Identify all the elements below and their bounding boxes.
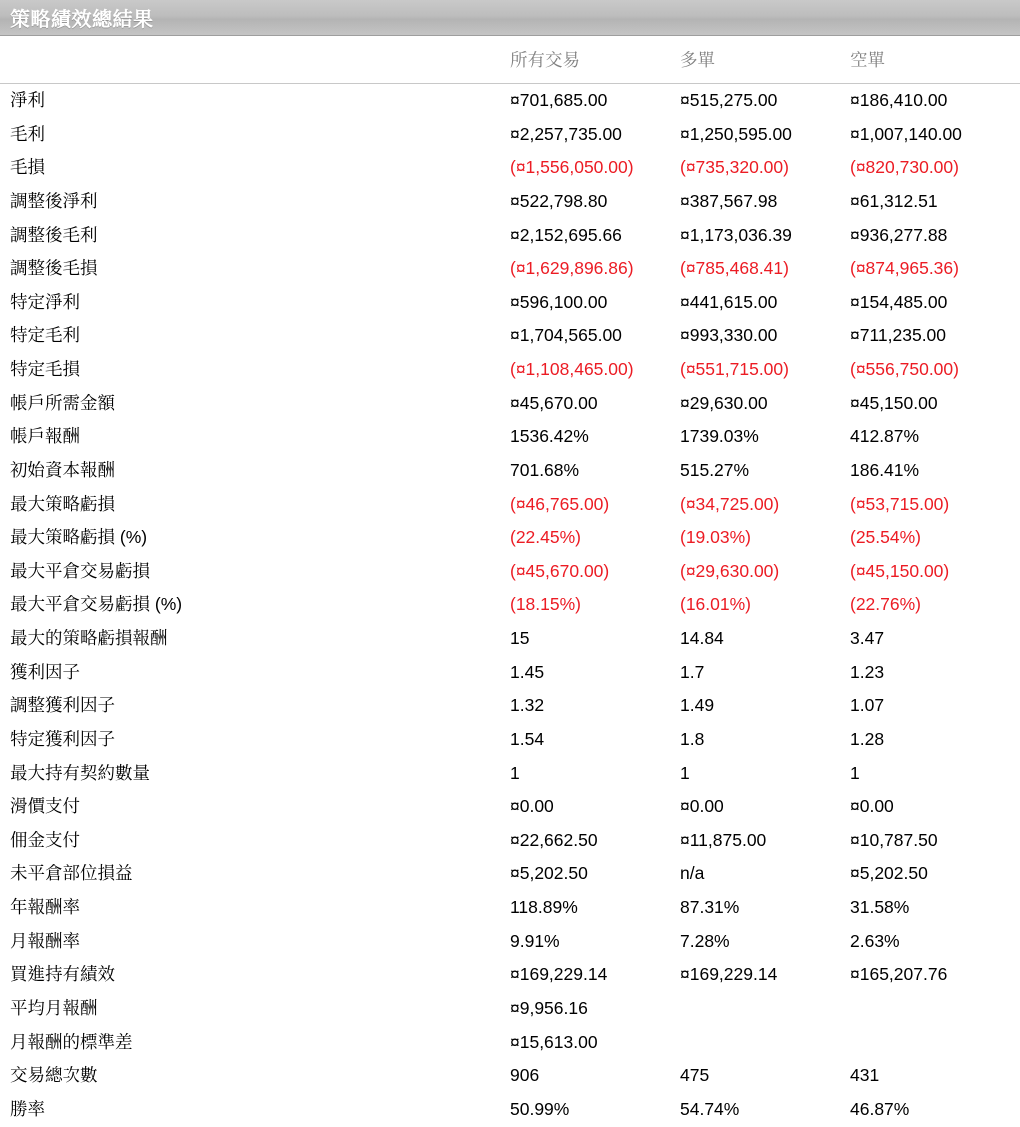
row-label: 調整後淨利 bbox=[0, 185, 510, 219]
row-label: 滑價支付 bbox=[0, 790, 510, 824]
row-label: 初始資本報酬 bbox=[0, 454, 510, 488]
row-label: 勝率 bbox=[0, 1093, 510, 1127]
page-title: 策略績效總結果 bbox=[10, 3, 154, 32]
row-value: ¤936,277.88 bbox=[850, 219, 1020, 253]
row-value: ¤2,257,735.00 bbox=[510, 118, 680, 152]
table-row bbox=[0, 723, 1020, 757]
row-value: 9.91% bbox=[510, 925, 680, 959]
performance-summary-table bbox=[0, 36, 1020, 1127]
row-value: 515.27% bbox=[680, 454, 850, 488]
table-row bbox=[0, 622, 1020, 656]
row-value: 186.41% bbox=[850, 454, 1020, 488]
row-label: 年報酬率 bbox=[0, 891, 510, 925]
row-value: 431 bbox=[850, 1059, 1020, 1093]
row-label: 平均月報酬 bbox=[0, 992, 510, 1026]
row-value: (22.45%) bbox=[510, 521, 680, 555]
row-value: 1739.03% bbox=[680, 420, 850, 454]
row-value: 87.31% bbox=[680, 891, 850, 925]
row-value bbox=[680, 992, 850, 1026]
row-value: ¤0.00 bbox=[850, 790, 1020, 824]
column-header-short-trades: 空單 bbox=[850, 36, 1020, 84]
row-label: 最大的策略虧損報酬 bbox=[0, 622, 510, 656]
row-label: 特定毛損 bbox=[0, 353, 510, 387]
row-value: ¤2,152,695.66 bbox=[510, 219, 680, 253]
table-row bbox=[0, 857, 1020, 891]
row-value: (16.01%) bbox=[680, 588, 850, 622]
row-value: ¤1,007,140.00 bbox=[850, 118, 1020, 152]
row-label: 特定獲利因子 bbox=[0, 723, 510, 757]
table-row bbox=[0, 319, 1020, 353]
row-value: ¤0.00 bbox=[510, 790, 680, 824]
row-value: (¤551,715.00) bbox=[680, 353, 850, 387]
table-row bbox=[0, 353, 1020, 387]
row-value: ¤9,956.16 bbox=[510, 992, 680, 1026]
row-value: 54.74% bbox=[680, 1093, 850, 1127]
row-value: (¤45,150.00) bbox=[850, 555, 1020, 589]
row-value: 906 bbox=[510, 1059, 680, 1093]
row-value: 3.47 bbox=[850, 622, 1020, 656]
row-label: 買進持有績效 bbox=[0, 958, 510, 992]
row-value: ¤596,100.00 bbox=[510, 286, 680, 320]
row-value: (¤46,765.00) bbox=[510, 488, 680, 522]
row-value: (¤1,629,896.86) bbox=[510, 252, 680, 286]
table-row bbox=[0, 151, 1020, 185]
row-value: ¤387,567.98 bbox=[680, 185, 850, 219]
row-value: 46.87% bbox=[850, 1093, 1020, 1127]
row-value: (¤874,965.36) bbox=[850, 252, 1020, 286]
table-row bbox=[0, 1026, 1020, 1060]
row-label: 毛損 bbox=[0, 151, 510, 185]
row-label: 特定毛利 bbox=[0, 319, 510, 353]
table-row bbox=[0, 588, 1020, 622]
row-value: 14.84 bbox=[680, 622, 850, 656]
row-value: ¤441,615.00 bbox=[680, 286, 850, 320]
row-label: 未平倉部位損益 bbox=[0, 857, 510, 891]
row-value: (¤1,556,050.00) bbox=[510, 151, 680, 185]
row-label: 調整獲利因子 bbox=[0, 689, 510, 723]
row-label: 帳戶所需金額 bbox=[0, 387, 510, 421]
column-header-all-trades: 所有交易 bbox=[510, 36, 680, 84]
row-value: (¤820,730.00) bbox=[850, 151, 1020, 185]
row-value: 1.23 bbox=[850, 656, 1020, 690]
row-value: ¤5,202.50 bbox=[510, 857, 680, 891]
row-label: 月報酬的標準差 bbox=[0, 1026, 510, 1060]
row-label: 最大平倉交易虧損 (%) bbox=[0, 588, 510, 622]
row-value: ¤45,670.00 bbox=[510, 387, 680, 421]
row-value: 1.49 bbox=[680, 689, 850, 723]
row-value: ¤993,330.00 bbox=[680, 319, 850, 353]
row-value: 1 bbox=[850, 757, 1020, 791]
column-header-long-trades: 多單 bbox=[680, 36, 850, 84]
row-value: ¤165,207.76 bbox=[850, 958, 1020, 992]
table-row bbox=[0, 757, 1020, 791]
row-value bbox=[850, 992, 1020, 1026]
row-label: 特定淨利 bbox=[0, 286, 510, 320]
row-label: 最大策略虧損 bbox=[0, 488, 510, 522]
row-value: ¤0.00 bbox=[680, 790, 850, 824]
row-label: 調整後毛利 bbox=[0, 219, 510, 253]
row-label: 佣金支付 bbox=[0, 824, 510, 858]
row-value: 1.7 bbox=[680, 656, 850, 690]
row-value: ¤1,173,036.39 bbox=[680, 219, 850, 253]
row-value: 50.99% bbox=[510, 1093, 680, 1127]
row-value: 412.87% bbox=[850, 420, 1020, 454]
row-value: n/a bbox=[680, 857, 850, 891]
row-value: 1.54 bbox=[510, 723, 680, 757]
row-value: ¤22,662.50 bbox=[510, 824, 680, 858]
table-row bbox=[0, 488, 1020, 522]
row-label: 最大策略虧損 (%) bbox=[0, 521, 510, 555]
report-title-bar bbox=[0, 0, 1020, 36]
row-value: ¤154,485.00 bbox=[850, 286, 1020, 320]
table-row bbox=[0, 958, 1020, 992]
row-value: ¤701,685.00 bbox=[510, 84, 680, 118]
row-value: ¤1,704,565.00 bbox=[510, 319, 680, 353]
table-row bbox=[0, 790, 1020, 824]
row-value: 1.8 bbox=[680, 723, 850, 757]
row-value: ¤711,235.00 bbox=[850, 319, 1020, 353]
row-value: (22.76%) bbox=[850, 588, 1020, 622]
row-value: 1536.42% bbox=[510, 420, 680, 454]
row-value: ¤522,798.80 bbox=[510, 185, 680, 219]
table-header-row bbox=[0, 36, 1020, 84]
row-label: 獲利因子 bbox=[0, 656, 510, 690]
row-value: ¤45,150.00 bbox=[850, 387, 1020, 421]
row-value: 1.45 bbox=[510, 656, 680, 690]
table-row bbox=[0, 555, 1020, 589]
row-value: ¤15,613.00 bbox=[510, 1026, 680, 1060]
table-row bbox=[0, 84, 1020, 118]
row-value: ¤169,229.14 bbox=[510, 958, 680, 992]
row-value: 15 bbox=[510, 622, 680, 656]
table-row bbox=[0, 286, 1020, 320]
row-value: (¤1,108,465.00) bbox=[510, 353, 680, 387]
row-value bbox=[680, 1026, 850, 1060]
row-value: 701.68% bbox=[510, 454, 680, 488]
row-value: ¤186,410.00 bbox=[850, 84, 1020, 118]
table-row bbox=[0, 689, 1020, 723]
table-row bbox=[0, 118, 1020, 152]
row-value: (18.15%) bbox=[510, 588, 680, 622]
table-row bbox=[0, 185, 1020, 219]
row-label: 最大持有契約數量 bbox=[0, 757, 510, 791]
table-header bbox=[0, 36, 1020, 84]
row-value: ¤10,787.50 bbox=[850, 824, 1020, 858]
table-row bbox=[0, 420, 1020, 454]
row-value: (¤34,725.00) bbox=[680, 488, 850, 522]
row-label: 最大平倉交易虧損 bbox=[0, 555, 510, 589]
row-value bbox=[850, 1026, 1020, 1060]
row-value: (¤785,468.41) bbox=[680, 252, 850, 286]
row-value: (¤735,320.00) bbox=[680, 151, 850, 185]
column-header-metric bbox=[0, 36, 510, 84]
table-row bbox=[0, 992, 1020, 1026]
row-value: 475 bbox=[680, 1059, 850, 1093]
row-value: 7.28% bbox=[680, 925, 850, 959]
row-value: (¤45,670.00) bbox=[510, 555, 680, 589]
row-value: 1 bbox=[510, 757, 680, 791]
row-label: 淨利 bbox=[0, 84, 510, 118]
table-row bbox=[0, 891, 1020, 925]
row-label: 毛利 bbox=[0, 118, 510, 152]
table-row bbox=[0, 1093, 1020, 1127]
table-row bbox=[0, 521, 1020, 555]
table-row bbox=[0, 387, 1020, 421]
row-value: (25.54%) bbox=[850, 521, 1020, 555]
row-value: ¤5,202.50 bbox=[850, 857, 1020, 891]
table-row bbox=[0, 219, 1020, 253]
row-label: 交易總次數 bbox=[0, 1059, 510, 1093]
row-value: 1.32 bbox=[510, 689, 680, 723]
table-row bbox=[0, 1059, 1020, 1093]
row-value: ¤29,630.00 bbox=[680, 387, 850, 421]
row-value: 1.07 bbox=[850, 689, 1020, 723]
row-value: ¤1,250,595.00 bbox=[680, 118, 850, 152]
row-label: 月報酬率 bbox=[0, 925, 510, 959]
row-value: (¤29,630.00) bbox=[680, 555, 850, 589]
row-label: 調整後毛損 bbox=[0, 252, 510, 286]
row-value: 2.63% bbox=[850, 925, 1020, 959]
table-row bbox=[0, 656, 1020, 690]
row-value: (19.03%) bbox=[680, 521, 850, 555]
table-row bbox=[0, 454, 1020, 488]
row-value: (¤53,715.00) bbox=[850, 488, 1020, 522]
row-value: ¤169,229.14 bbox=[680, 958, 850, 992]
row-value: ¤515,275.00 bbox=[680, 84, 850, 118]
row-value: ¤11,875.00 bbox=[680, 824, 850, 858]
table-row bbox=[0, 824, 1020, 858]
table-row bbox=[0, 925, 1020, 959]
table-row bbox=[0, 252, 1020, 286]
table-body bbox=[0, 84, 1020, 1127]
row-value: 118.89% bbox=[510, 891, 680, 925]
row-label: 帳戶報酬 bbox=[0, 420, 510, 454]
row-value: 31.58% bbox=[850, 891, 1020, 925]
row-value: 1.28 bbox=[850, 723, 1020, 757]
row-value: (¤556,750.00) bbox=[850, 353, 1020, 387]
row-value: 1 bbox=[680, 757, 850, 791]
row-value: ¤61,312.51 bbox=[850, 185, 1020, 219]
